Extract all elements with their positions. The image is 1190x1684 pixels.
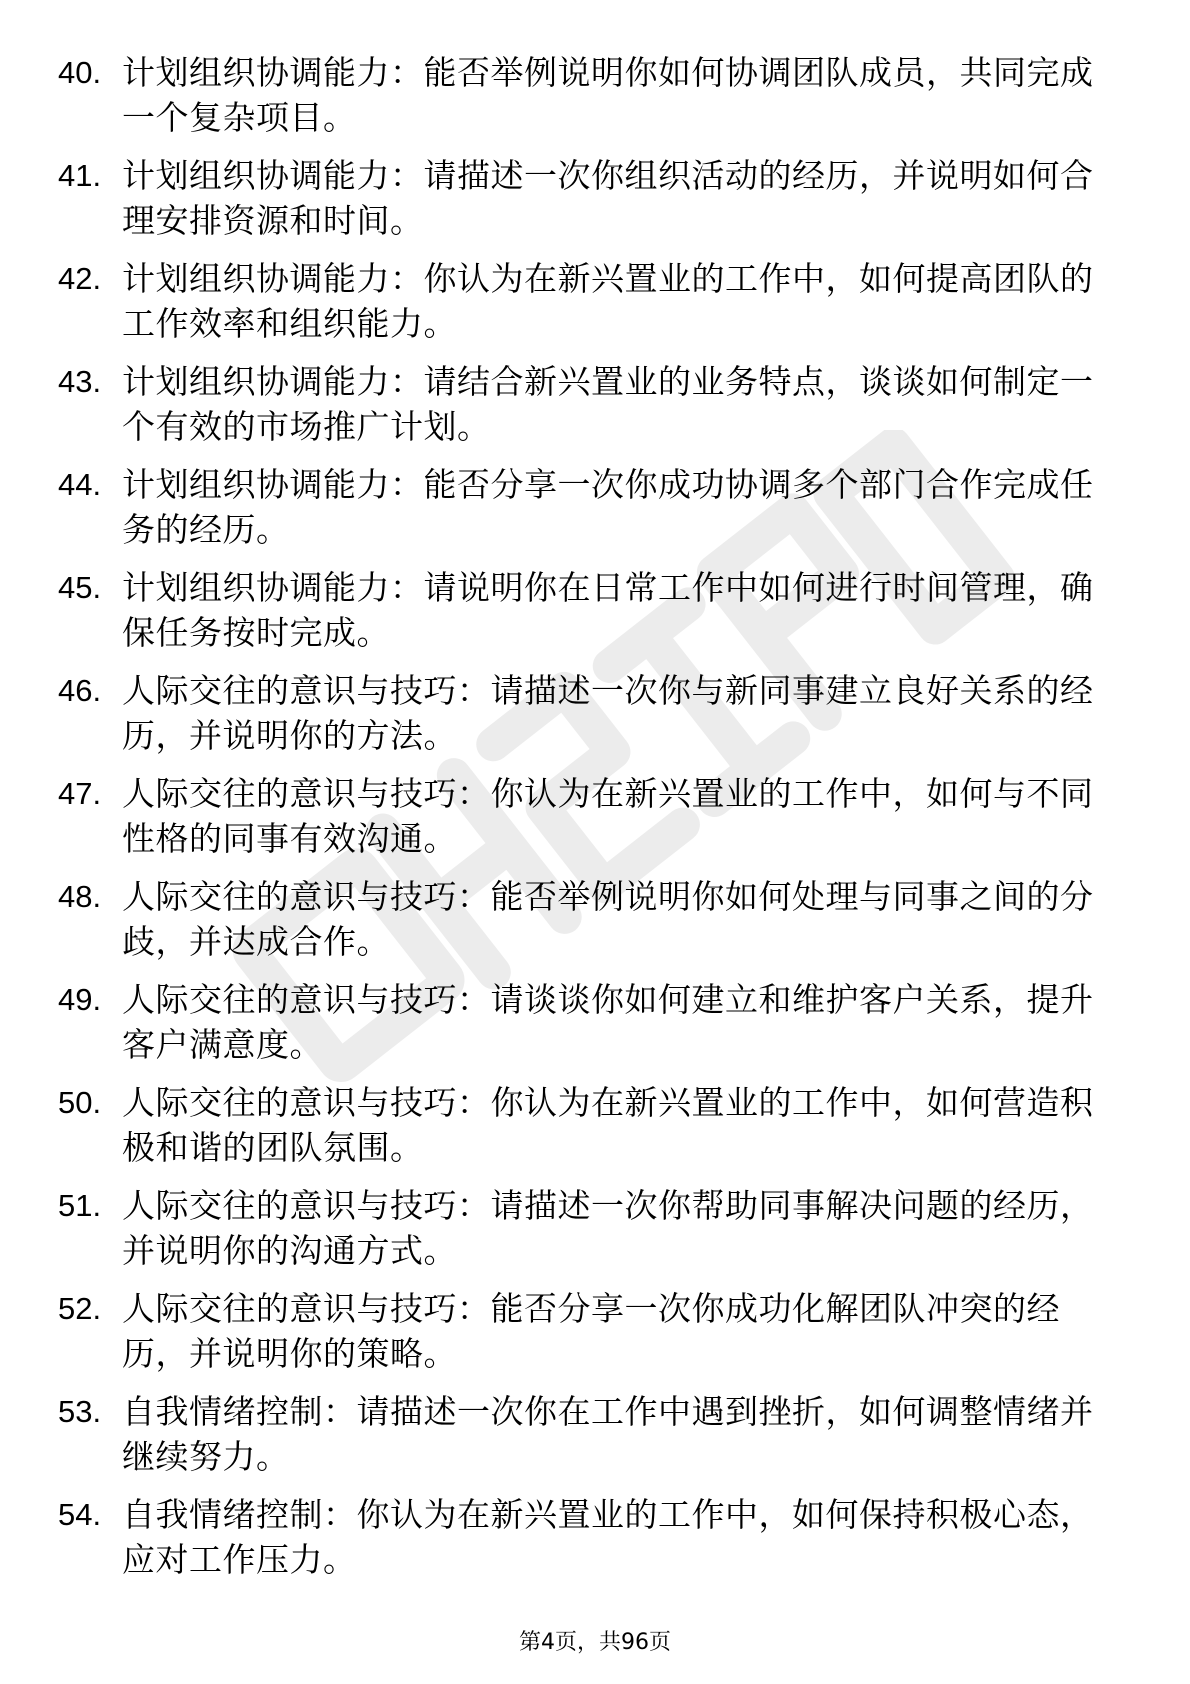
question-item-42: [58, 256, 1118, 346]
question-item-48: [58, 874, 1118, 964]
question-text: 计划组织协调能力：你认为在新兴置业的工作中，如何提高团队的工作效率和组织能力。: [122, 259, 1094, 343]
question-text: 计划组织协调能力：请描述一次你组织活动的经历，并说明如何合理安排资源和时间。: [122, 156, 1094, 240]
question-number: 42.: [58, 261, 102, 296]
question-number: 54.: [58, 1497, 102, 1532]
question-item-46: [58, 668, 1118, 758]
question-number: 41.: [58, 158, 102, 193]
question-text: 计划组织协调能力：请说明你在日常工作中如何进行时间管理，确保任务按时完成。: [122, 568, 1094, 652]
question-item-44: [58, 462, 1118, 552]
question-text: 人际交往的意识与技巧：请描述一次你帮助同事解决问题的经历，并说明你的沟通方式。: [122, 1186, 1094, 1270]
question-text: 人际交往的意识与技巧：你认为在新兴置业的工作中，如何营造积极和谐的团队氛围。: [122, 1083, 1094, 1167]
question-item-49: [58, 977, 1118, 1067]
question-number: 53.: [58, 1394, 102, 1429]
question-item-41: [58, 153, 1118, 243]
question-item-47: [58, 771, 1118, 861]
question-text: 计划组织协调能力：能否分享一次你成功协调多个部门合作完成任务的经历。: [122, 465, 1094, 549]
question-text: 人际交往的意识与技巧：你认为在新兴置业的工作中，如何与不同性格的同事有效沟通。: [122, 774, 1094, 858]
page-number-footer: 第4页，共96页: [519, 1630, 671, 1655]
question-text: 计划组织协调能力：能否举例说明你如何协调团队成员，共同完成一个复杂项目。: [122, 53, 1094, 137]
question-number: 49.: [58, 982, 102, 1017]
question-item-40: [58, 50, 1118, 140]
question-number: 47.: [58, 776, 102, 811]
question-text: 自我情绪控制：你认为在新兴置业的工作中，如何保持积极心态，应对工作压力。: [122, 1495, 1094, 1579]
question-text: 人际交往的意识与技巧：请描述一次你与新同事建立良好关系的经历，并说明你的方法。: [122, 671, 1094, 755]
question-number: 52.: [58, 1291, 102, 1326]
question-item-54: [58, 1492, 1118, 1582]
question-item-51: [58, 1183, 1118, 1273]
question-text: 人际交往的意识与技巧：能否分享一次你成功化解团队冲突的经历，并说明你的策略。: [122, 1289, 1060, 1373]
question-item-43: [58, 359, 1118, 449]
question-number: 45.: [58, 570, 102, 605]
question-item-45: [58, 565, 1118, 655]
question-number: 50.: [58, 1085, 102, 1120]
question-number: 44.: [58, 467, 102, 502]
question-text: 人际交往的意识与技巧：能否举例说明你如何处理与同事之间的分歧，并达成合作。: [122, 877, 1094, 961]
question-list: [58, 50, 1118, 1595]
question-text: 自我情绪控制：请描述一次你在工作中遇到挫折，如何调整情绪并继续努力。: [122, 1392, 1094, 1476]
question-number: 43.: [58, 364, 102, 399]
question-item-50: [58, 1080, 1118, 1170]
question-item-52: [58, 1286, 1118, 1376]
question-text: 人际交往的意识与技巧：请谈谈你如何建立和维护客户关系，提升客户满意度。: [122, 980, 1094, 1064]
question-number: 51.: [58, 1188, 102, 1223]
question-number: 48.: [58, 879, 102, 914]
question-number: 46.: [58, 673, 102, 708]
question-number: 40.: [58, 55, 102, 90]
question-item-53: [58, 1389, 1118, 1479]
question-text: 计划组织协调能力：请结合新兴置业的业务特点，谈谈如何制定一个有效的市场推广计划。: [122, 362, 1094, 446]
